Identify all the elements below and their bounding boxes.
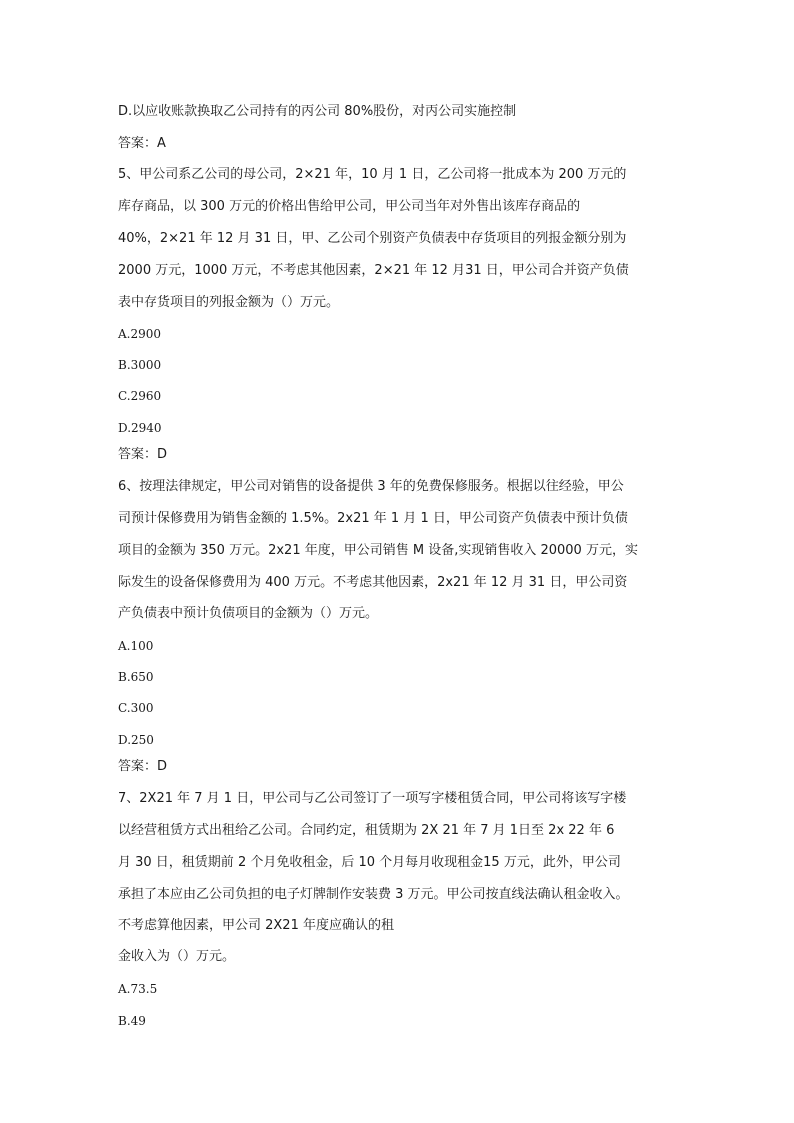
option-c-q6: C.300	[118, 701, 154, 715]
option-b-q5: B.3000	[118, 358, 162, 372]
question-7-line-4: 承担了本应由乙公司负担的电子灯牌制作安装费 3 万元。甲公司按直线法确认租金收入。	[118, 887, 629, 902]
option-a-q7: A.73.5	[118, 982, 158, 996]
option-a-q6: A.100	[118, 639, 154, 653]
option-d-q5: D.2940	[118, 421, 162, 435]
question-7-line-6: 金收入为（）万元。	[118, 949, 236, 964]
answer-q5: 答案：D	[118, 447, 168, 462]
option-d-q4: D.以应收账款换取乙公司持有的丙公司 80%股份，对丙公司实施控制	[118, 104, 517, 119]
question-6-line-3: 项目的金额为 350 万元。2x21 年度，甲公司销售 M 设备,实现销售收入 20000 万元，实	[118, 543, 638, 558]
question-7-line-3: 月 30 日，租赁期前 2 个月免收租金，后 10 个月每月收现租金15 万元，此外，甲公司	[118, 855, 621, 870]
question-5-line-4: 2000 万元，1000 万元，不考虑其他因素，2×21 年 12 月31 日，甲公司合并资产负债	[118, 263, 629, 278]
question-5-line-3: 40%，2×21 年 12 月 31 日，甲、乙公司个别资产负债表中存货项目的列报金额分别为	[118, 231, 627, 246]
question-6-line-2: 司预计保修费用为销售金额的 1.5%。2x21 年 1 月 1 日，甲公司资产负债表中预计负债	[118, 511, 628, 526]
question-7-line-5: 不考虑算他因素，甲公司 2X21 年度应确认的租	[118, 918, 394, 933]
option-b-q6: B.650	[118, 670, 154, 684]
answer-q4: 答案：A	[118, 136, 166, 151]
question-7-line-2: 以经营租赁方式出租给乙公司。合同约定，租赁期为 2X 21 年 7 月 1日至 2x 22 年 6	[118, 823, 615, 838]
question-5-line-1: 5、甲公司系乙公司的母公司，2×21 年，10 月 1 日，乙公司将一批成本为 200 万元的	[118, 167, 627, 182]
option-d-q6: D.250	[118, 733, 154, 747]
question-5-line-5: 表中存货项目的列报金额为（）万元。	[118, 295, 340, 310]
option-c-q5: C.2960	[118, 389, 162, 403]
question-7-line-1: 7、2X21 年 7 月 1 日，甲公司与乙公司签订了一项写字楼租赁合同，甲公司将该写字楼	[118, 791, 627, 806]
question-6-line-1: 6、按理法律规定，甲公司对销售的设备提供 3 年的免费保修服务。根据以往经验，甲公	[118, 479, 624, 494]
question-6-line-4: 际发生的设备保修费用为 400 万元。不考虑其他因素，2x21 年 12 月 31 日，甲公司资	[118, 575, 628, 590]
question-5-line-2: 库存商品，以 300 万元的价格出售给甲公司，甲公司当年对外售出该库存商品的	[118, 199, 581, 214]
answer-q6: 答案：D	[118, 759, 168, 774]
option-b-q7: B.49	[118, 1014, 146, 1028]
option-a-q5: A.2900	[118, 327, 162, 341]
question-6-line-5: 产负债表中预计负债项目的金额为（）万元。	[118, 606, 379, 621]
